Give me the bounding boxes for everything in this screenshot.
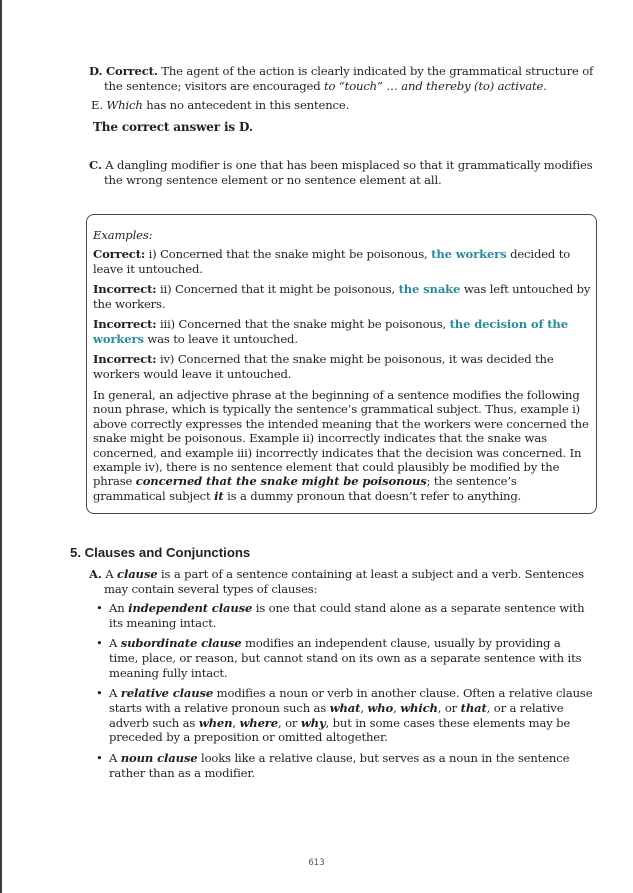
bullet-text: An bbox=[109, 601, 129, 615]
bullet-term: relative clause bbox=[120, 686, 214, 700]
bullet-text: A bbox=[109, 636, 121, 650]
bullet-icon: • bbox=[96, 751, 103, 765]
bullet-icon: • bbox=[96, 601, 103, 615]
answer-d-italic: to “touch” … and thereby (to) activate bbox=[324, 78, 544, 93]
point-c-text: A dangling modifier is one that has been misplaced so that it grammatically modifies the wrong sentence element or no sentence element at all. bbox=[101, 158, 593, 187]
point-c bbox=[89, 158, 604, 188]
example-item bbox=[93, 317, 591, 347]
explanation-emphasis: it bbox=[214, 488, 224, 503]
answer-d bbox=[89, 64, 604, 94]
bullet-icon: • bbox=[96, 636, 103, 650]
page-edge-rule bbox=[0, 0, 2, 893]
correct-answer: The correct answer is D. bbox=[93, 120, 253, 134]
point-a-text: A bbox=[101, 567, 118, 581]
example-lead: Incorrect: bbox=[93, 352, 157, 366]
explanation-text: ; the sentence’s grammatical subject bbox=[93, 474, 517, 503]
answer-d-lead: Correct. bbox=[105, 64, 158, 78]
example-text: was left untouched by the workers. bbox=[93, 282, 591, 311]
bullet-text: , bbox=[232, 715, 240, 730]
bullet-term: where bbox=[239, 715, 278, 730]
examples-label: Examples: bbox=[93, 228, 153, 242]
point-c-letter: C. bbox=[89, 158, 102, 172]
point-a-text: is a part of a sentence containing at least a subject and a verb. Sentences may contain several types of clauses: bbox=[104, 567, 584, 596]
point-a-term: clause bbox=[117, 567, 158, 581]
bullet-term: what bbox=[329, 700, 361, 715]
example-text: iv) Concerned that the snake might be poisonous, it was decided the workers would leave it untouched. bbox=[93, 352, 554, 381]
examples-explanation bbox=[93, 388, 591, 503]
bullet-term: which bbox=[400, 700, 438, 715]
explanation-text: is a dummy pronoun that doesn’t refer to anything. bbox=[223, 488, 522, 503]
explanation-text: In general, an adjective phrase at the beginning of a sentence modifies the following noun phrase, which is typically the sentence’s grammatical subject. Thus, example i) above correctly expresses the intended meaning that the workers were concerned the snake might be poisonous. Example ii) incorrectly indicates that the snake was concerned, and example iii) incorrectly indicates that the decision was concerned. In example iv), there is no sentence element that could plausibly be modified by the phrase bbox=[93, 388, 589, 489]
bullet-term: subordinate clause bbox=[120, 636, 242, 650]
bullet-item bbox=[96, 636, 593, 680]
point-a bbox=[89, 567, 604, 597]
bullet-item bbox=[96, 601, 593, 631]
answer-d-text1: The agent of the action is clearly indicated by the grammatical structure of the sentence; visitors are encouraged bbox=[104, 64, 594, 93]
bullet-term: that bbox=[460, 700, 487, 715]
section-heading: 5. Clauses and Conjunctions bbox=[70, 545, 251, 560]
bullet-icon: • bbox=[96, 686, 103, 700]
example-item bbox=[93, 247, 591, 277]
example-item bbox=[93, 282, 591, 312]
bullet-item bbox=[96, 751, 593, 781]
bullet-term: why bbox=[300, 715, 326, 730]
bullet-text: , but in some cases these elements may be preceded by a preposition or omitted altogether. bbox=[109, 715, 571, 745]
answer-d-text2: . bbox=[543, 78, 547, 93]
bullet-text: is one that could stand alone as a separate sentence with its meaning intact. bbox=[109, 601, 585, 630]
bullet-text: modifies a noun or verb in another clause. Often a relative clause starts with a relative pronoun such as bbox=[109, 686, 593, 715]
bullet-term: when bbox=[198, 715, 233, 730]
example-lead: Incorrect: bbox=[93, 282, 157, 296]
answer-e bbox=[91, 98, 591, 113]
bullet-text: A bbox=[109, 751, 121, 765]
bullet-text: modifies an independent clause, usually by providing a time, place, or reason, but cannot stand on its own as a separate sentence with its meaning fully intact. bbox=[109, 636, 582, 680]
bullet-text: , or bbox=[278, 715, 301, 730]
example-text: i) Concerned that the snake might be poisonous, bbox=[145, 247, 432, 261]
answer-e-letter: E. bbox=[91, 98, 103, 112]
bullet-text: A bbox=[109, 686, 121, 700]
bullet-text: , or a relative adverb such as bbox=[109, 700, 564, 730]
answer-e-italic: Which bbox=[106, 98, 143, 112]
bullet-term: independent clause bbox=[128, 601, 253, 615]
bullet-text: , or bbox=[437, 700, 461, 715]
answer-e-text: has no antecedent in this sentence. bbox=[142, 98, 350, 112]
example-highlight: the snake bbox=[398, 282, 461, 296]
bullet-text: , bbox=[360, 700, 368, 715]
point-a-letter: A. bbox=[89, 567, 102, 581]
example-lead: Correct: bbox=[93, 247, 146, 261]
example-text: iii) Concerned that the snake might be poisonous, bbox=[156, 317, 450, 331]
example-text: decided to leave it untouched. bbox=[93, 247, 571, 276]
example-item bbox=[93, 352, 591, 382]
bullet-text: , bbox=[393, 700, 401, 715]
example-text: was to leave it untouched. bbox=[143, 331, 298, 346]
example-text: ii) Concerned that it might be poisonous, bbox=[156, 282, 399, 296]
bullet-text: looks like a relative clause, but serves as a noun in the sentence rather than as a modifier. bbox=[109, 751, 570, 780]
answer-d-letter: D. bbox=[89, 64, 103, 78]
explanation-emphasis: concerned that the snake might be poisonous bbox=[135, 474, 427, 489]
bullet-item bbox=[96, 686, 593, 745]
example-highlight: the workers bbox=[431, 247, 507, 261]
page-number: 613 bbox=[308, 858, 325, 868]
bullet-term: noun clause bbox=[120, 751, 198, 765]
example-highlight: the decision of the workers bbox=[93, 317, 568, 346]
bullet-term: who bbox=[367, 700, 394, 715]
example-lead: Incorrect: bbox=[93, 317, 157, 331]
